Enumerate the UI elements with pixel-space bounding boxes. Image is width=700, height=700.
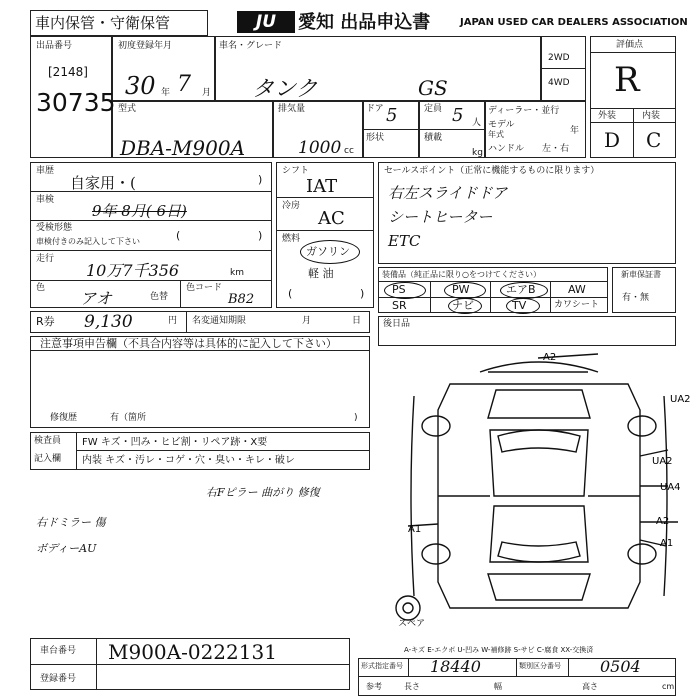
- doors-label: ドア: [366, 104, 384, 114]
- color-label: 色: [36, 283, 46, 293]
- r-ticket-label: R券: [36, 315, 55, 328]
- color-code-label: 色コード: [186, 283, 223, 293]
- month-unit: 月: [202, 88, 212, 98]
- sales-point-1: 右左スライドドア: [388, 184, 508, 202]
- equip-leather: カワシート: [554, 300, 600, 310]
- model-year-unit: 年: [570, 126, 580, 136]
- damage-mark-ua4: UA4: [660, 482, 681, 493]
- mileage-value: 10万7千356: [86, 261, 180, 280]
- color-value: アオ: [80, 289, 112, 308]
- class-code-value: 0504: [600, 657, 641, 676]
- rating-value: R: [614, 60, 640, 100]
- load-unit: kg: [472, 148, 483, 158]
- doors-value: 5: [386, 105, 398, 126]
- drive-2wd: 2WD: [548, 53, 570, 63]
- mileage-label: 走行: [36, 254, 55, 264]
- ju-logo: [237, 11, 295, 33]
- cm-unit: cm: [662, 682, 675, 691]
- comment-2: 右ドミラー 傷: [36, 516, 106, 529]
- equip-navi-circle: [448, 298, 482, 314]
- shift-label: シフト: [282, 166, 310, 176]
- sales-point-label: セールスポイント（正常に機能するものに限ります）: [384, 166, 600, 176]
- repair-history-value: 有（箇所: [110, 413, 147, 423]
- capacity-label: 定員: [424, 104, 443, 114]
- fuel-gasoline: ガソリン: [306, 245, 350, 258]
- class-code-label: 類別区分番号: [519, 662, 561, 670]
- receive-label: 受検形態: [36, 223, 73, 233]
- receive-close: ): [258, 229, 263, 242]
- handle-label: ハンドル: [488, 144, 525, 154]
- equip-pw: PW: [452, 283, 470, 296]
- damage-legend: A-キズ E-エクボ U-凹み W-補修跡 S-サビ C-腐食 XX-交換済: [404, 646, 594, 654]
- type-code-value: 18440: [430, 657, 481, 676]
- damage-mark-ua2-1: UA2: [670, 394, 691, 405]
- displacement-value: 1000: [298, 138, 342, 158]
- inspection-label: 車検: [36, 195, 55, 205]
- equip-ps: PS: [392, 283, 406, 296]
- type-code-label: 形式指定番号: [361, 662, 403, 670]
- capacity-value: 5: [452, 105, 464, 126]
- comment-1: 右Fピラー 曲がり 修復: [206, 486, 320, 499]
- equip-navi: ナビ: [452, 299, 474, 312]
- lot-number: 30735: [36, 88, 116, 117]
- equip-ps-circle: [384, 282, 426, 299]
- damage-mark-a2-right: A2: [656, 516, 670, 527]
- exterior-value: D: [604, 128, 621, 152]
- storage-label: 車内保管・守衛保管: [35, 14, 171, 32]
- damage-mark-a1-left: A1: [408, 524, 422, 535]
- history-value: 自家用・(: [70, 174, 136, 192]
- handle-value: 左・右: [542, 144, 570, 154]
- notice-month: 月: [302, 316, 312, 326]
- repair-history-close: ): [354, 413, 358, 423]
- equip-tv-circle: [506, 298, 540, 314]
- r-ticket-value: 9,130: [84, 312, 133, 332]
- sales-point-2: シートヒーター: [388, 208, 493, 226]
- notes-label: 注意事項申告欄（不具合内容等は具体的に記入して下さい）: [40, 337, 337, 350]
- notice-day: 日: [352, 316, 362, 326]
- interior-value: C: [646, 128, 662, 152]
- type-value: DBA-M900A: [120, 136, 246, 160]
- association-name: JAPAN USED CAR DEALERS ASSOCIATION: [460, 17, 688, 28]
- comment-3: ボディーAU: [36, 542, 97, 555]
- name-grade-label: 車名・グレード: [219, 41, 283, 51]
- after-items-label: 後日品: [383, 319, 411, 329]
- new-warranty-label: 新車保証書: [621, 270, 661, 279]
- capacity-unit: 人: [472, 118, 482, 128]
- color-code-value: B82: [228, 292, 255, 307]
- equip-sr: SR: [392, 299, 407, 312]
- ref-label: 参考: [366, 682, 382, 691]
- chassis-label: 車台番号: [40, 646, 77, 656]
- equip-pw-circle: [444, 282, 486, 299]
- lot-small: [2148]: [48, 65, 88, 79]
- displacement-label: 排気量: [278, 104, 306, 114]
- receive-open: (: [176, 229, 181, 242]
- inspection-value: 9年 8月( 6日): [92, 202, 187, 220]
- rating-label: 評価点: [616, 40, 644, 50]
- fw-row: FW キズ・凹み・ヒビ割・リペア跡・X要: [82, 437, 268, 448]
- first-reg-month: 7: [177, 72, 191, 97]
- shape-label: 形状: [366, 133, 385, 143]
- color-change-label: 色替: [150, 292, 169, 302]
- reg-number-label: 登録番号: [40, 674, 77, 684]
- width-label: 幅: [494, 682, 502, 691]
- drive-4wd: 4WD: [548, 78, 570, 88]
- exterior-label: 外装: [598, 111, 617, 121]
- inspector-label2: 記入欄: [34, 454, 62, 464]
- repair-history-label: 修復歴: [50, 413, 78, 423]
- r-ticket-yen: 円: [168, 316, 178, 326]
- equip-aw: AW: [568, 283, 586, 296]
- sales-point-3: ETC: [388, 232, 421, 250]
- equip-airbag-circle: [500, 282, 548, 299]
- load-label: 積載: [424, 133, 443, 143]
- damage-mark-a2-top: A2: [543, 352, 557, 363]
- car-damage-diagram: [378, 346, 700, 636]
- spare-label: スペア: [398, 619, 426, 629]
- form-title: 愛知 出品申込書: [298, 12, 431, 33]
- history-label: 車歴: [36, 166, 55, 176]
- mileage-unit: km: [230, 268, 244, 278]
- first-reg-label: 初度登録年月: [118, 41, 173, 51]
- ac-value: AC: [318, 208, 345, 229]
- ac-label: 冷房: [282, 201, 301, 211]
- length-label: 長さ: [404, 682, 420, 691]
- equip-airbag: エアB: [506, 283, 536, 296]
- interior-row: 内装 キズ・汚レ・コゲ・穴・臭い・キレ・破レ: [82, 455, 295, 466]
- damage-mark-a1-right: A1: [660, 538, 674, 549]
- damage-mark-ua2-2: UA2: [652, 456, 673, 467]
- grade: GS: [418, 76, 448, 100]
- fuel-paren-open: (: [288, 287, 293, 300]
- after-items-box: [378, 316, 676, 346]
- interior-label: 内装: [642, 111, 661, 121]
- fuel-label: 燃料: [282, 234, 301, 244]
- car-name: タンク: [252, 77, 318, 102]
- dealer-label: ディーラー・並行: [488, 106, 560, 116]
- inspector-label1: 検査員: [34, 436, 62, 446]
- name-change-label: 名変通知期限: [192, 316, 247, 326]
- lot-number-label: 出品番号: [36, 41, 73, 51]
- shift-value: IAT: [306, 176, 338, 197]
- equipment-label: 装備品（純正品に限り○をつけてください）: [382, 270, 541, 279]
- logo-text: JU: [255, 12, 277, 32]
- chassis-value: M900A-0222131: [108, 640, 277, 664]
- history-block: [30, 162, 272, 308]
- fuel-paren-close: ): [360, 287, 365, 300]
- height-label: 高さ: [582, 682, 598, 691]
- equip-tv: TV: [512, 299, 527, 312]
- receive-sub: 車検付きのみ記入して下さい: [36, 237, 140, 246]
- type-label: 型式: [118, 104, 137, 114]
- fuel-diesel: 軽 油: [308, 267, 334, 280]
- model-change-label: 年式: [488, 130, 504, 139]
- history-close: ): [258, 173, 263, 186]
- displacement-unit: cc: [344, 146, 354, 156]
- storage-box: [30, 10, 208, 36]
- year-unit: 年: [161, 88, 171, 98]
- model-label: モデル: [488, 120, 515, 130]
- new-warranty-value: 有・無: [622, 293, 650, 303]
- first-reg-year: 30: [125, 72, 156, 100]
